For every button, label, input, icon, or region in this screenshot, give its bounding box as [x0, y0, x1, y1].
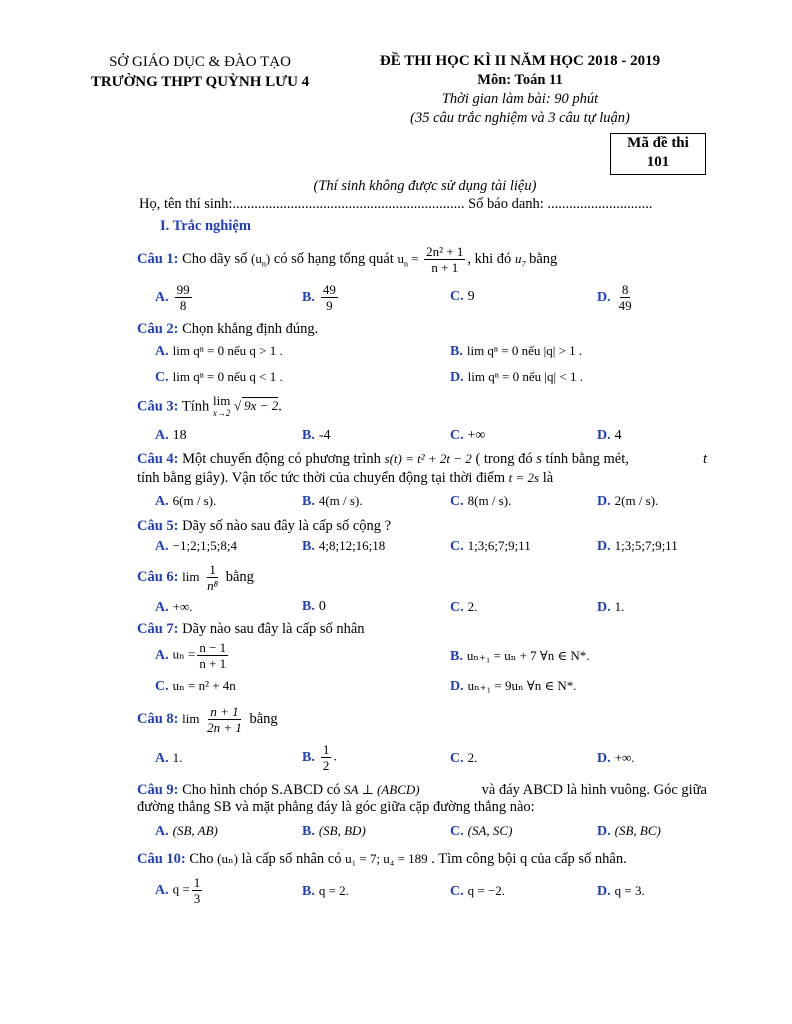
- option-b[interactable]: B. 4;8;12;16;18: [302, 538, 386, 554]
- option-a[interactable]: A. 1.: [155, 750, 183, 766]
- option-c[interactable]: C. +∞: [450, 428, 486, 443]
- question-text: Cho hình chóp S.ABCD có: [182, 782, 341, 798]
- option-a[interactable]: A. uₙ = $\frac{n - 1}{n + 1}$: [155, 640, 227, 671]
- question-label: Câu 7:: [137, 621, 179, 637]
- question-text: Cho dãy số: [182, 250, 248, 267]
- exam-code-value: 101: [646, 154, 670, 170]
- option-b[interactable]: B. lim qⁿ = 0 nếu |q| > 1 .: [450, 343, 583, 359]
- math-un: $u_n$ =: [397, 250, 419, 269]
- option-b[interactable]: B. $\frac{49}{9}$: [302, 282, 336, 313]
- question-text: và đáy ABCD là hình vuông. Góc giữa: [481, 782, 707, 798]
- question-label: Câu 4:: [137, 451, 179, 467]
- question-4: Câu 4: Một chuyển động có phương trình s(t) = t² + 2t − 2 ( trong đó s tính bằng mét, t tính bằng giây). Vận tốc tức thời của chuyển động tại thời điểm t = 2s là: [137, 451, 707, 486]
- math-fraction: $\frac{n + 1}{2n + 1}$: [207, 704, 242, 735]
- option-a[interactable]: A. −1;2;1;5;8;4: [155, 538, 238, 554]
- question-text: Chọn khẳng định đúng.: [182, 321, 319, 337]
- exam-note: (Thí sinh không được sử dụng tài liệu): [313, 178, 537, 194]
- option-d[interactable]: D. 1;3;5;7;9;11: [597, 538, 678, 554]
- option-a[interactable]: A. q = $\frac{1}{3}$: [155, 875, 201, 906]
- question-text: Cho: [189, 851, 214, 867]
- question-text: . Tìm công bội q của cấp số nhân.: [431, 851, 627, 867]
- option-a[interactable]: A. +∞.: [155, 599, 193, 615]
- question-3: Câu 3: Tính lim x→2 √ 9x − 2.: [137, 393, 282, 418]
- math-limit: lim x→2: [212, 393, 231, 418]
- student-info-line: Họ, tên thí sinh:................................................................ Số báo danh: .............................: [139, 196, 653, 212]
- question-text: bằng: [529, 250, 558, 267]
- option-c[interactable]: C. (SA, SC): [450, 823, 513, 839]
- question-7: [137, 621, 365, 638]
- math-equation: s(t) = t² + 2t − 2: [384, 451, 472, 466]
- option-b[interactable]: B. 0: [302, 599, 326, 614]
- option-d[interactable]: D. $\frac{8}{49}$: [597, 282, 632, 313]
- option-c[interactable]: C. 2.: [450, 750, 478, 766]
- option-d[interactable]: D. lim qⁿ = 0 nếu |q| < 1 .: [450, 369, 583, 385]
- option-a[interactable]: A. 18: [155, 428, 187, 443]
- question-label: Câu 10:: [137, 851, 186, 867]
- question-6: [137, 562, 254, 593]
- question-text: , khi đó: [467, 250, 512, 267]
- option-d[interactable]: D. uₙ₊₁ = 9uₙ ∀n ∈ N*.: [450, 678, 577, 694]
- exam-code-box: [610, 133, 706, 175]
- question-label: Câu 3:: [137, 398, 179, 415]
- question-text: có số hạng tổng quát: [273, 250, 394, 267]
- exam-structure: (35 câu trắc nghiệm và 3 câu tự luận): [410, 110, 630, 126]
- option-b[interactable]: B. $\frac{1}{2}$ .: [302, 742, 337, 773]
- exam-title: ĐỀ THI HỌC KÌ II NĂM HỌC 2018 - 2019: [379, 53, 661, 69]
- question-10: [137, 851, 627, 868]
- option-d[interactable]: D. 1.: [597, 599, 625, 615]
- option-b[interactable]: B. q = 2.: [302, 883, 349, 899]
- option-c[interactable]: C. q = −2.: [450, 883, 506, 899]
- exam-duration: Thời gian làm bài: 90 phút: [441, 91, 599, 107]
- question-2: [137, 321, 318, 338]
- option-b[interactable]: B. uₙ₊₁ = uₙ + 7 ∀n ∈ N*.: [450, 648, 590, 664]
- question-label: Câu 6:: [137, 568, 179, 585]
- question-text: ( trong đó: [475, 451, 533, 467]
- school-name: TRƯỜNG THPT QUỲNH LƯU 4: [90, 74, 310, 90]
- option-d[interactable]: D. 4: [597, 428, 622, 443]
- question-1: [137, 244, 557, 275]
- math-seq: (uₙ): [217, 851, 238, 866]
- math-condition: SA ⊥ (ABCD): [344, 782, 420, 797]
- header-right: [350, 52, 690, 128]
- option-d[interactable]: D. 2(m / s).: [597, 493, 659, 509]
- question-5: [137, 518, 391, 535]
- question-text: tính bằng mét,: [545, 451, 629, 467]
- option-c[interactable]: C. 1;3;6;7;9;11: [450, 538, 531, 554]
- question-text: Tính: [181, 398, 210, 415]
- question-text: tính bằng giây). Vận tốc tức thời của chuyển động tại thời điểm: [137, 470, 506, 486]
- math-condition: u₁ = 7; u₄ = 189: [345, 851, 428, 866]
- math-seq: $(u_n)$: [251, 250, 271, 269]
- option-d[interactable]: D. q = 3.: [597, 883, 645, 899]
- question-label: Câu 2:: [137, 321, 179, 337]
- question-text: là cấp số nhân có: [241, 851, 342, 867]
- option-c[interactable]: C. lim qⁿ = 0 nếu q < 1 .: [155, 369, 283, 385]
- option-a[interactable]: A. 6(m / s).: [155, 493, 217, 509]
- option-d[interactable]: D. +∞.: [597, 750, 635, 766]
- math-sqrt: √ 9x − 2: [234, 398, 279, 414]
- question-label: Câu 5:: [137, 518, 179, 534]
- option-a[interactable]: A. (SB, AB): [155, 823, 218, 839]
- option-b[interactable]: B. 4(m / s).: [302, 493, 363, 509]
- math-fraction: $\frac{1}{\text{n⁸}}$: [207, 562, 219, 593]
- question-8: [137, 704, 278, 735]
- question-text: bằng: [225, 568, 254, 585]
- option-b[interactable]: B. -4: [302, 428, 331, 443]
- question-text: Dãy số nào sau đây là cấp số cộng ?: [182, 518, 392, 534]
- header-left: [70, 52, 330, 92]
- section-title: I. Trắc nghiệm: [160, 218, 251, 234]
- question-text: Một chuyển động có phương trình: [182, 451, 381, 467]
- question-text: đường thẳng SB và mặt phẳng đáy là góc giữa cặp đường thẳng nào:: [137, 799, 535, 815]
- option-c[interactable]: C. 2.: [450, 599, 478, 615]
- math-limit: lim: [182, 710, 200, 726]
- option-a[interactable]: A. lim qⁿ = 0 nếu q > 1 .: [155, 343, 283, 359]
- department-name: SỞ GIÁO DỤC & ĐÀO TẠO: [109, 54, 291, 70]
- question-label: Câu 9:: [137, 782, 179, 798]
- option-d[interactable]: D. (SB, BC): [597, 823, 661, 839]
- exam-subject: Môn: Toán 11: [477, 72, 563, 88]
- option-c[interactable]: C. 8(m / s).: [450, 493, 512, 509]
- math-fraction: $\frac{\text{2n² + 1}}{n + 1}$: [426, 244, 464, 275]
- question-label: Câu 8:: [137, 710, 179, 727]
- option-c[interactable]: C. 9: [450, 289, 475, 304]
- option-c[interactable]: C. uₙ = n² + 4n: [155, 678, 236, 694]
- question-label: Câu 1:: [137, 250, 179, 267]
- question-text: Dãy nào sau đây là cấp số nhân: [182, 621, 365, 637]
- exam-code-label: Mã đề thi: [627, 135, 689, 151]
- option-a[interactable]: A. $\frac{99}{8}$: [155, 282, 190, 313]
- question-9: [137, 782, 707, 816]
- question-text: bằng: [249, 710, 278, 727]
- math-time: t = 2s: [508, 470, 540, 485]
- math-u7: $u_7$: [514, 250, 526, 269]
- math-limit: lim: [182, 568, 200, 584]
- option-b[interactable]: B. (SB, BD): [302, 823, 366, 839]
